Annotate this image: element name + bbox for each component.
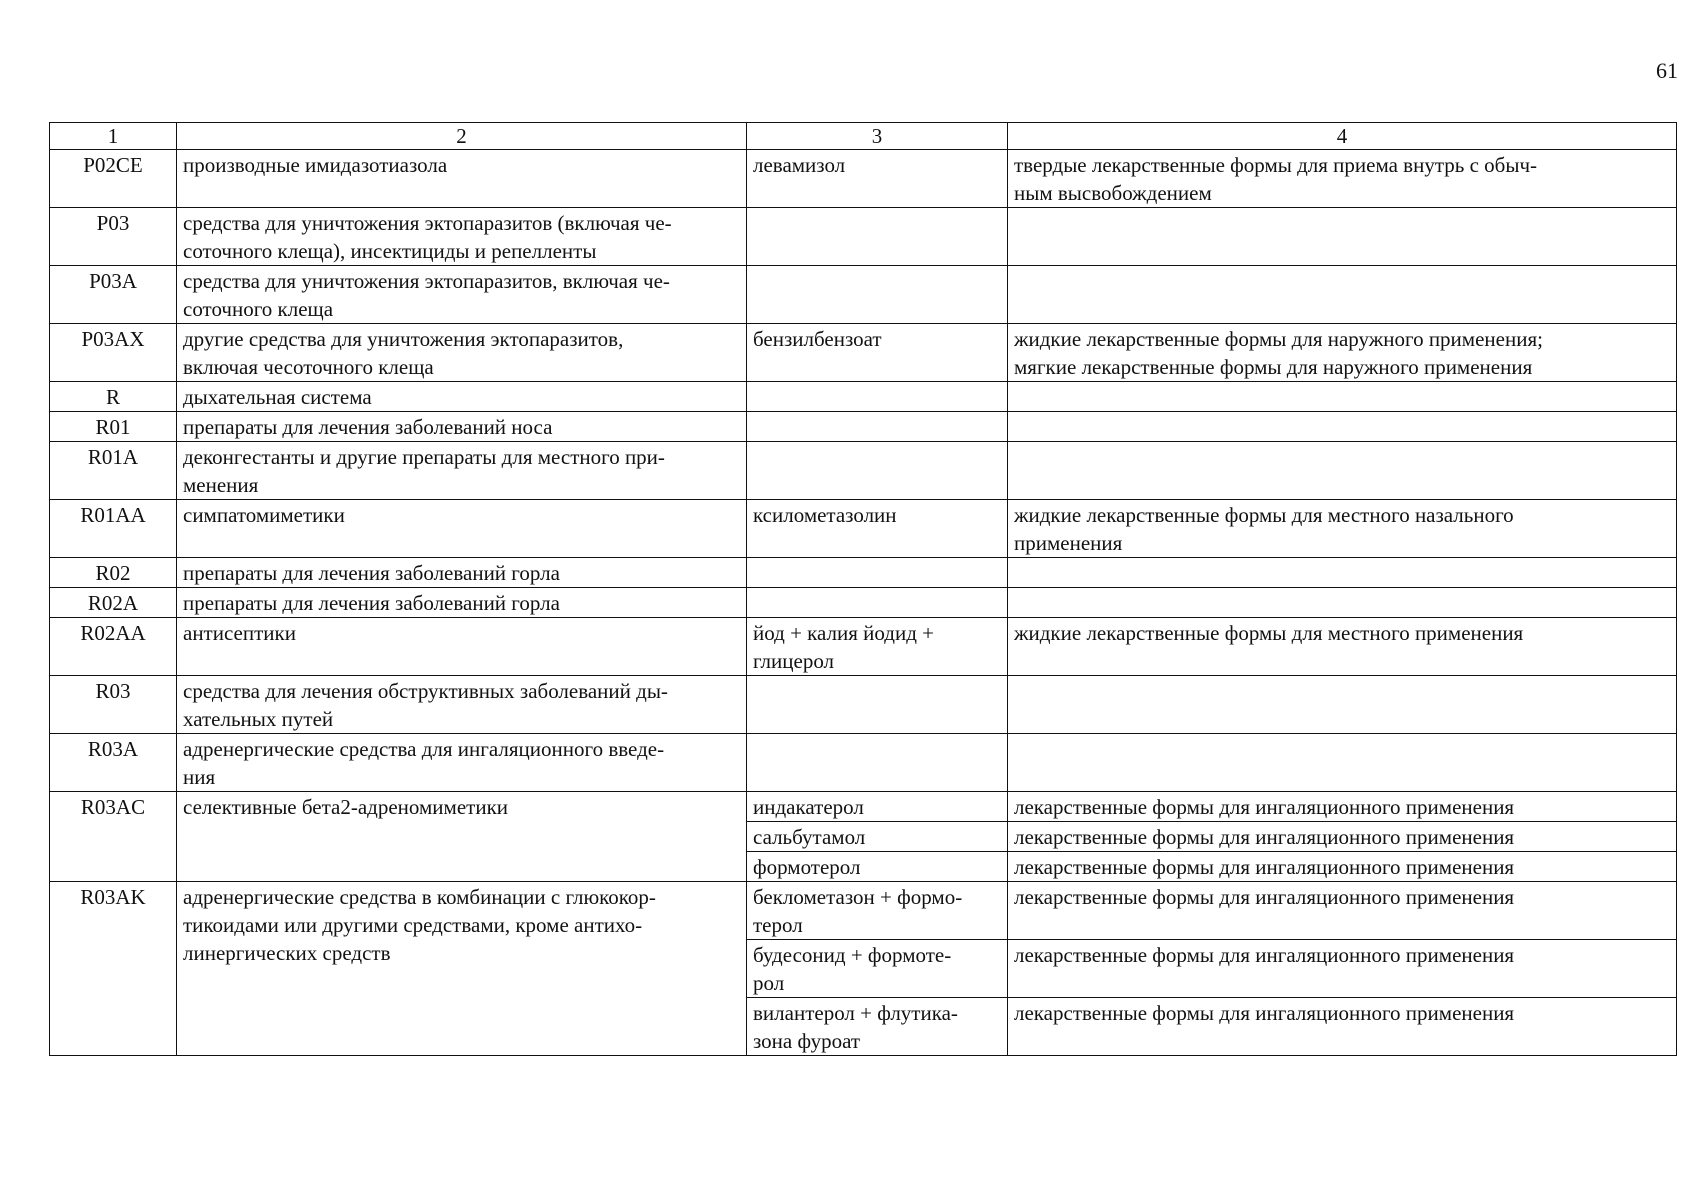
table-row bbox=[50, 734, 1677, 792]
drug-name-cell bbox=[747, 734, 1008, 792]
drug-classification-table bbox=[49, 122, 1677, 1056]
drug-name-cell: беклометазон + формо- терол bbox=[747, 882, 1008, 940]
dosage-form-cell: жидкие лекарственные формы для местного применения bbox=[1008, 618, 1677, 676]
table-row bbox=[50, 150, 1677, 208]
atc-code-cell: R01A bbox=[50, 442, 177, 500]
dosage-form-cell bbox=[1008, 382, 1677, 412]
table-row bbox=[50, 792, 1677, 822]
table-row bbox=[50, 500, 1677, 558]
dosage-form-cell: лекарственные формы для ингаляционного применения bbox=[1008, 852, 1677, 882]
drug-name-cell bbox=[747, 382, 1008, 412]
atc-code-cell: R01AA bbox=[50, 500, 177, 558]
dosage-form-cell: лекарственные формы для ингаляционного применения bbox=[1008, 792, 1677, 822]
dosage-form-cell: жидкие лекарственные формы для наружного применения; мягкие лекарственные формы для наружного применения bbox=[1008, 324, 1677, 382]
atc-code-cell: R02 bbox=[50, 558, 177, 588]
table-row bbox=[50, 558, 1677, 588]
dosage-form-cell: лекарственные формы для ингаляционного применения bbox=[1008, 940, 1677, 998]
drug-name-cell bbox=[747, 558, 1008, 588]
table-row bbox=[50, 618, 1677, 676]
drug-name-cell: индакатерол bbox=[747, 792, 1008, 822]
dosage-form-cell bbox=[1008, 208, 1677, 266]
drug-name-cell bbox=[747, 676, 1008, 734]
dosage-form-cell: жидкие лекарственные формы для местного назального применения bbox=[1008, 500, 1677, 558]
drug-name-cell bbox=[747, 266, 1008, 324]
group-name-cell: антисептики bbox=[177, 618, 747, 676]
atc-code-cell: P03A bbox=[50, 266, 177, 324]
atc-code-cell: R03A bbox=[50, 734, 177, 792]
drug-name-cell bbox=[747, 208, 1008, 266]
atc-code-cell: R03 bbox=[50, 676, 177, 734]
page-number: 61 bbox=[1656, 58, 1678, 83]
group-name-cell: адренергические средства для ингаляционного введе- ния bbox=[177, 734, 747, 792]
atc-code-cell: P03AX bbox=[50, 324, 177, 382]
drug-name-cell: бензилбензоат bbox=[747, 324, 1008, 382]
dosage-form-cell bbox=[1008, 442, 1677, 500]
drug-name-cell: формотерол bbox=[747, 852, 1008, 882]
table-header-row bbox=[50, 123, 1677, 150]
drug-name-cell: сальбутамол bbox=[747, 822, 1008, 852]
group-name-cell: средства для лечения обструктивных заболеваний ды- хательных путей bbox=[177, 676, 747, 734]
atc-code-cell: R03AC bbox=[50, 792, 177, 882]
dosage-form-cell: лекарственные формы для ингаляционного применения bbox=[1008, 822, 1677, 852]
group-name-cell: средства для уничтожения эктопаразитов, включая че- соточного клеща bbox=[177, 266, 747, 324]
column-header-3: 3 bbox=[747, 123, 1008, 150]
group-name-cell: дыхательная система bbox=[177, 382, 747, 412]
drug-name-cell: будесонид + формоте- рол bbox=[747, 940, 1008, 998]
group-name-cell: другие средства для уничтожения эктопаразитов, включая чесоточного клеща bbox=[177, 324, 747, 382]
table-row bbox=[50, 382, 1677, 412]
dosage-form-cell: твердые лекарственные формы для приема внутрь с обыч- ным высвобождением bbox=[1008, 150, 1677, 208]
group-name-cell: препараты для лечения заболеваний горла bbox=[177, 588, 747, 618]
group-name-cell: селективные бета2-адреномиметики bbox=[177, 792, 747, 882]
drug-name-cell: левамизол bbox=[747, 150, 1008, 208]
dosage-form-cell bbox=[1008, 412, 1677, 442]
group-name-cell: адренергические средства в комбинации с глюкокор- тикоидами или другими средствами, кроме антихо- линергических средств bbox=[177, 882, 747, 1056]
atc-code-cell: R03AK bbox=[50, 882, 177, 1056]
column-header-1: 1 bbox=[50, 123, 177, 150]
table-row bbox=[50, 412, 1677, 442]
table-row bbox=[50, 266, 1677, 324]
column-header-2: 2 bbox=[177, 123, 747, 150]
atc-code-cell: R bbox=[50, 382, 177, 412]
group-name-cell: препараты для лечения заболеваний носа bbox=[177, 412, 747, 442]
column-header-4: 4 bbox=[1008, 123, 1677, 150]
drug-name-cell: ксилометазолин bbox=[747, 500, 1008, 558]
group-name-cell: средства для уничтожения эктопаразитов (включая че- соточного клеща), инсектициды и репелленты bbox=[177, 208, 747, 266]
drug-name-cell bbox=[747, 588, 1008, 618]
table-row bbox=[50, 676, 1677, 734]
table-row bbox=[50, 588, 1677, 618]
group-name-cell: симпатомиметики bbox=[177, 500, 747, 558]
drug-name-cell bbox=[747, 412, 1008, 442]
group-name-cell: производные имидазотиазола bbox=[177, 150, 747, 208]
drug-name-cell: вилантерол + флутика- зона фуроат bbox=[747, 998, 1008, 1056]
table-row bbox=[50, 324, 1677, 382]
group-name-cell: деконгестанты и другие препараты для местного при- менения bbox=[177, 442, 747, 500]
drug-name-cell bbox=[747, 442, 1008, 500]
dosage-form-cell: лекарственные формы для ингаляционного применения bbox=[1008, 882, 1677, 940]
table-row bbox=[50, 882, 1677, 940]
atc-code-cell: P02CE bbox=[50, 150, 177, 208]
dosage-form-cell bbox=[1008, 558, 1677, 588]
dosage-form-cell: лекарственные формы для ингаляционного применения bbox=[1008, 998, 1677, 1056]
dosage-form-cell bbox=[1008, 588, 1677, 618]
atc-code-cell: P03 bbox=[50, 208, 177, 266]
dosage-form-cell bbox=[1008, 676, 1677, 734]
atc-code-cell: R02AA bbox=[50, 618, 177, 676]
dosage-form-cell bbox=[1008, 266, 1677, 324]
table-row bbox=[50, 442, 1677, 500]
drug-name-cell: йод + калия йодид + глицерол bbox=[747, 618, 1008, 676]
atc-code-cell: R02A bbox=[50, 588, 177, 618]
group-name-cell: препараты для лечения заболеваний горла bbox=[177, 558, 747, 588]
atc-code-cell: R01 bbox=[50, 412, 177, 442]
table-row bbox=[50, 208, 1677, 266]
dosage-form-cell bbox=[1008, 734, 1677, 792]
